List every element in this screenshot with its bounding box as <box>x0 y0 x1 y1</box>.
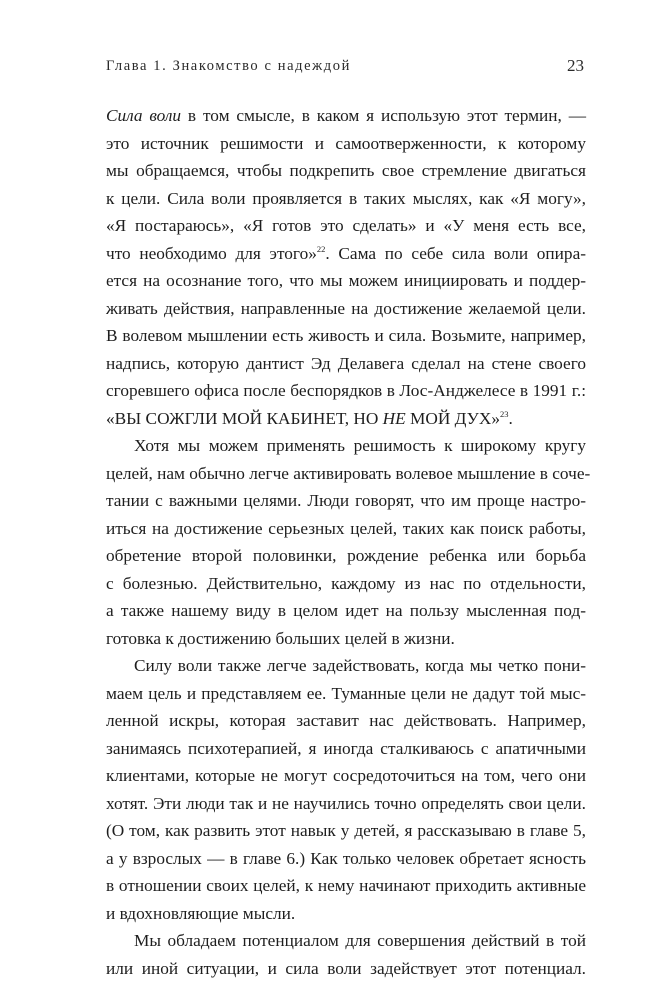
text-line: с болезнью. Действительно, каждому из нас по отдельности, <box>106 573 586 593</box>
italic-term: Сила воли <box>106 106 182 125</box>
text-line: или иной ситуации, и сила воли задействует этот потенциал. <box>106 958 586 978</box>
text-line: сгоревшего офиса после беспорядков в Лос-Анджелесе в 1991 г.: <box>106 381 586 400</box>
text-line: «Я постараюсь», «Я готов это сделать» и «У меня есть все, <box>106 216 586 235</box>
text-line: живать действия, направленные на достижение желаемой цели. <box>106 298 586 318</box>
text-line: а также нашему виду в целом идет на пользу мысленная под- <box>106 601 586 620</box>
text-line: тании с важными целями. Люди говорят, что им проще настро- <box>106 491 586 510</box>
paragraph-2 <box>106 432 591 652</box>
text-span: . Сама по себе сила воли опира- <box>325 243 586 263</box>
text-line: и вдохновляющие мысли. <box>106 903 296 923</box>
text-line: ется на осознание того, что мы можем инициировать и поддер- <box>106 271 586 290</box>
text-line: (О том, как развить этот навык у детей, я рассказываю в главе 5, <box>106 821 586 840</box>
page-number: 23 <box>567 56 584 75</box>
body-text <box>106 102 591 982</box>
text-span: МОЙ ДУХ» <box>405 408 501 428</box>
text-line: хотят. Эти люди так и не научились точно определять свои цели. <box>106 793 586 813</box>
text-line: Хотя мы можем применять решимость к широкому кругу <box>134 436 586 455</box>
text-line: надпись, которую дантист Эд Делавега сделал на стене своего <box>106 353 586 373</box>
footnote-ref: 22 <box>316 243 326 254</box>
text-line: в отношении своих целей, к нему начинают приходить активные <box>106 876 586 895</box>
text-line: это источник решимости и самоотверженности, к которому <box>106 133 586 153</box>
text-line: Силу воли также легче задействовать, когда мы четко пони- <box>134 656 586 675</box>
text-line: готовка к достижению больших целей в жизни. <box>106 628 455 648</box>
text-span: «ВЫ СОЖГЛИ МОЙ КАБИНЕТ, НО <box>106 408 383 428</box>
text-line <box>106 102 586 130</box>
text-line: обретение второй половинки, рождение ребенка или борьба <box>106 546 586 565</box>
footnote-ref: 23 <box>500 408 509 419</box>
text-line: мы обращаемся, чтобы подкрепить свое стремление двигаться <box>106 161 586 180</box>
text-span: . <box>508 408 513 428</box>
text-line: иться на достижение серьезных целей, таких как поиск работы, <box>106 518 586 538</box>
paragraph-1 <box>106 102 586 432</box>
text-line: В волевом мышлении есть живость и сила. Возьмите, например, <box>106 326 586 345</box>
text-line: маем цель и представляем ее. Туманные цели не дадут той мыс- <box>106 683 586 703</box>
text-line: клиентами, которые не могут сосредоточиться на том, чего они <box>106 766 586 785</box>
paragraph-4 <box>106 927 586 982</box>
paragraph-3 <box>106 652 586 927</box>
text-line <box>106 405 586 433</box>
text-span: что необходимо для этого» <box>106 243 317 263</box>
running-head-chapter-title: Глава 1. Знакомство с надеждой <box>106 58 351 74</box>
italic-emphasis: НЕ <box>382 408 406 428</box>
text-line: а у взрослых — в главе 6.) Как только человек обретает ясность <box>106 848 586 868</box>
text-span: в том смысле, в каком я использую этот термин, — <box>181 106 586 125</box>
text-line: ленной искры, которая заставит нас действовать. Например, <box>106 711 586 730</box>
text-line: целей, нам обычно легче активировать волевое мышление в соче- <box>106 463 591 483</box>
text-line <box>106 240 586 268</box>
text-line: к цели. Сила воли проявляется в таких мыслях, как «Я могу», <box>106 188 586 208</box>
text-line: Мы обладаем потенциалом для совершения действий в той <box>134 931 586 950</box>
text-line: занимаясь психотерапией, я иногда сталкиваюсь с апатичными <box>106 738 586 758</box>
